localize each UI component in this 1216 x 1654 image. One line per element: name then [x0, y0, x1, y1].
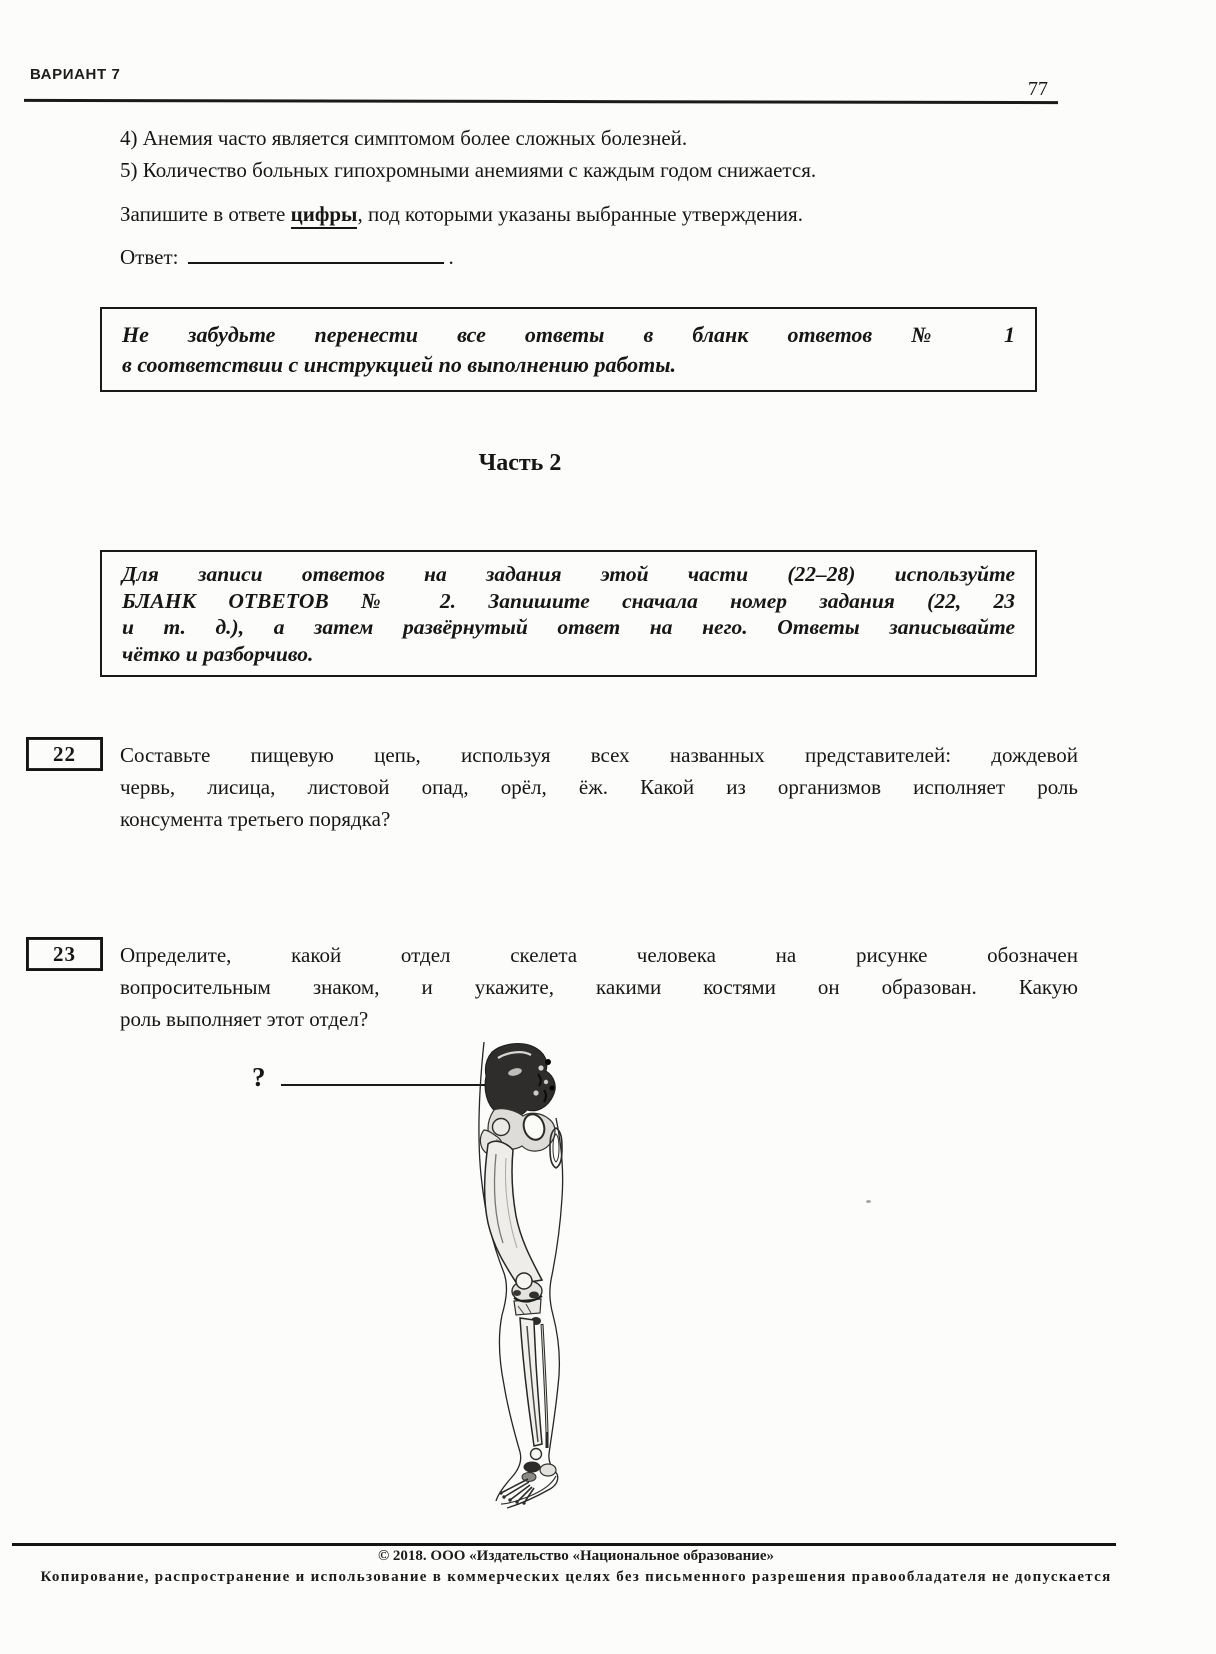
foot-bones	[499, 1449, 556, 1505]
task-text-line: консумента третьего порядка?	[120, 807, 391, 831]
option-line-5: 5) Количество больных гипохромными анемиями с каждым годом снижается.	[120, 158, 817, 182]
footer-copyright: © 2018. ООО «Издательство «Национальное образование»	[377, 1548, 775, 1564]
notice-line: БЛАНК ОТВЕТОВ № 2. Запишите сначала номер задания (22, 23	[122, 588, 1015, 613]
task-text-line: червь, лисица, листовой опад, орёл, ёж. Какой из организмов исполняет роль	[120, 775, 1078, 799]
task23-text	[120, 939, 1078, 1035]
answer-label: Ответ:	[120, 245, 179, 269]
variant-label: ВАРИАНТ 7	[30, 66, 121, 83]
answer-row	[120, 242, 1078, 272]
footer-notice: Копирование, распространение и использование в коммерческих целях без письменного разрешения правообладателя не допускается	[40, 1569, 1112, 1585]
fibula-bone	[542, 1324, 547, 1448]
answer-period: .	[448, 245, 454, 269]
notice-line: чётко и разборчиво.	[122, 641, 314, 666]
task22-number: 22	[53, 741, 76, 766]
task-text-line: Составьте пищевую цепь, используя всех названных представителей: дождевой	[120, 743, 1078, 767]
notice-line: в соответствии с инструкцией по выполнению работы.	[122, 352, 677, 377]
figure-question-mark: ?	[252, 1062, 266, 1092]
footer-rule	[12, 1543, 1116, 1546]
instruction-emphasis: цифры	[291, 202, 358, 229]
tibia-bone	[520, 1318, 542, 1446]
header-rule	[24, 99, 1058, 104]
task-text-line: роль выполняет этот отдел?	[120, 1007, 369, 1031]
patella-bone	[516, 1273, 532, 1289]
part2-heading: Часть 2	[478, 450, 562, 476]
instruction-suffix: , под которыми указаны выбранные утверждения.	[357, 202, 803, 226]
task23-number-box	[26, 937, 103, 971]
transfer-notice-box	[100, 307, 1037, 392]
notice-line: и т. д.), а затем развёрнутый ответ на него. Ответы записывайте	[122, 615, 1015, 639]
task23-number: 23	[53, 941, 76, 966]
notice-line: Для записи ответов на задания этой части (22–28) используйте	[122, 562, 1015, 586]
option-line-4: 4) Анемия часто является симптомом более сложных болезней.	[120, 126, 688, 150]
task22-text	[120, 739, 1078, 835]
task-text-line: вопросительным знаком, и укажите, какими костями он образован. Какую	[120, 975, 1078, 999]
leg-skeleton-figure	[430, 1030, 600, 1510]
notice-line: Не забудьте перенести все ответы в бланк ответов № 1	[122, 322, 1015, 347]
task21-instruction	[120, 198, 1078, 230]
scan-speck	[866, 1200, 871, 1203]
femur-bone	[485, 1141, 542, 1284]
answer-blank	[188, 242, 444, 264]
page-number: 77	[1028, 78, 1048, 100]
instruction-prefix: Запишите в ответе	[120, 202, 291, 226]
task-text-line: Определите, какой отдел скелета человека на рисунке обозначен	[120, 943, 1078, 967]
part2-notice-box	[100, 550, 1037, 677]
task22-number-box	[26, 737, 103, 771]
task21-options	[120, 122, 1078, 186]
